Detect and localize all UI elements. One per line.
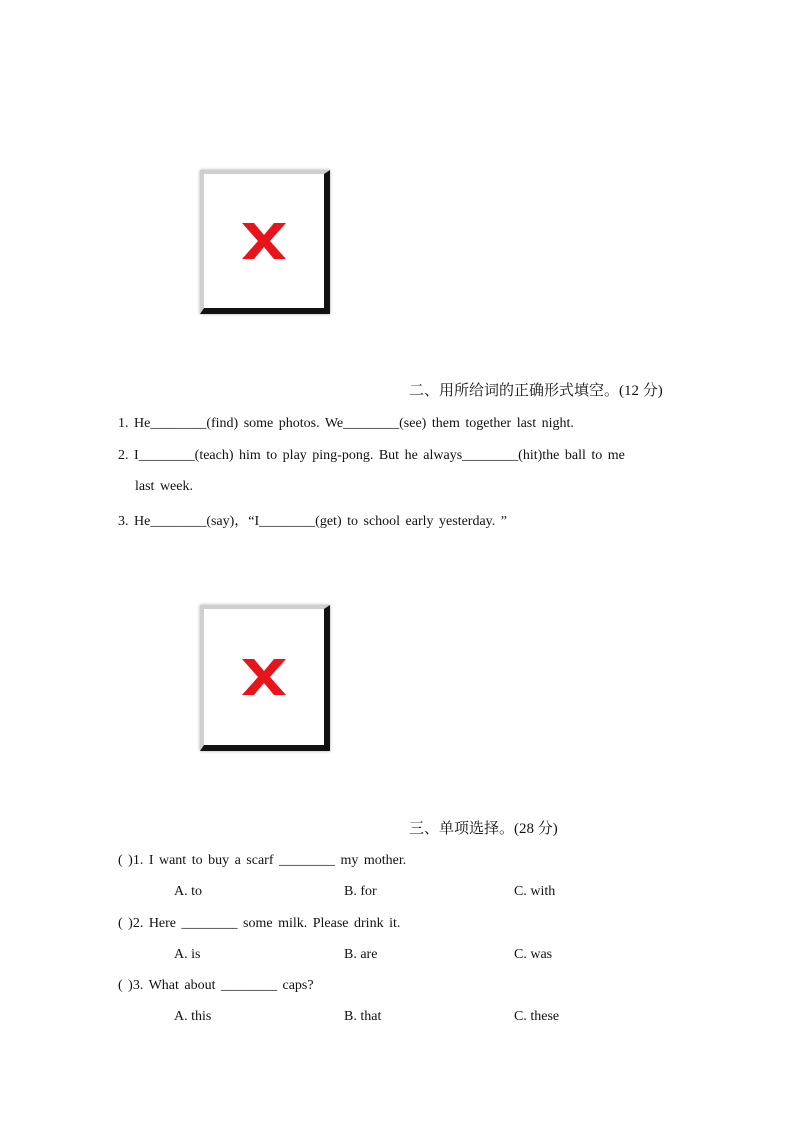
broken-image-icon <box>234 647 294 707</box>
question-line: last week. <box>135 479 193 494</box>
question-stem: ( )1. I want to buy a scarf ________ my mother. <box>118 853 407 868</box>
question-line: 1. He________(find) some photos. We________(see) them together last night. <box>118 416 574 431</box>
option-a: A. to <box>174 884 202 899</box>
broken-image-placeholder <box>200 605 330 751</box>
option-b: B. for <box>344 884 377 899</box>
broken-image-placeholder <box>200 170 330 314</box>
section-title: 二、用所给词的正确形式填空。(12 分) <box>409 383 663 399</box>
section-title: 三、单项选择。(28 分) <box>409 821 558 837</box>
option-a: A. is <box>174 947 201 962</box>
option-a: A. this <box>174 1009 212 1024</box>
broken-image-icon <box>234 211 294 271</box>
option-b: B. that <box>344 1009 382 1024</box>
question-line: 3. He________(say)，“I________(get) to school early yesterday. ” <box>118 514 507 529</box>
option-c: C. was <box>514 947 553 962</box>
option-c: C. these <box>514 1009 560 1024</box>
question-stem: ( )3. What about ________ caps? <box>118 978 314 993</box>
option-b: B. are <box>344 947 378 962</box>
question-line: 2. I________(teach) him to play ping-pong. But he always________(hit)the ball to me <box>118 448 625 463</box>
question-stem: ( )2. Here ________ some milk. Please drink it. <box>118 916 401 931</box>
option-c: C. with <box>514 884 556 899</box>
